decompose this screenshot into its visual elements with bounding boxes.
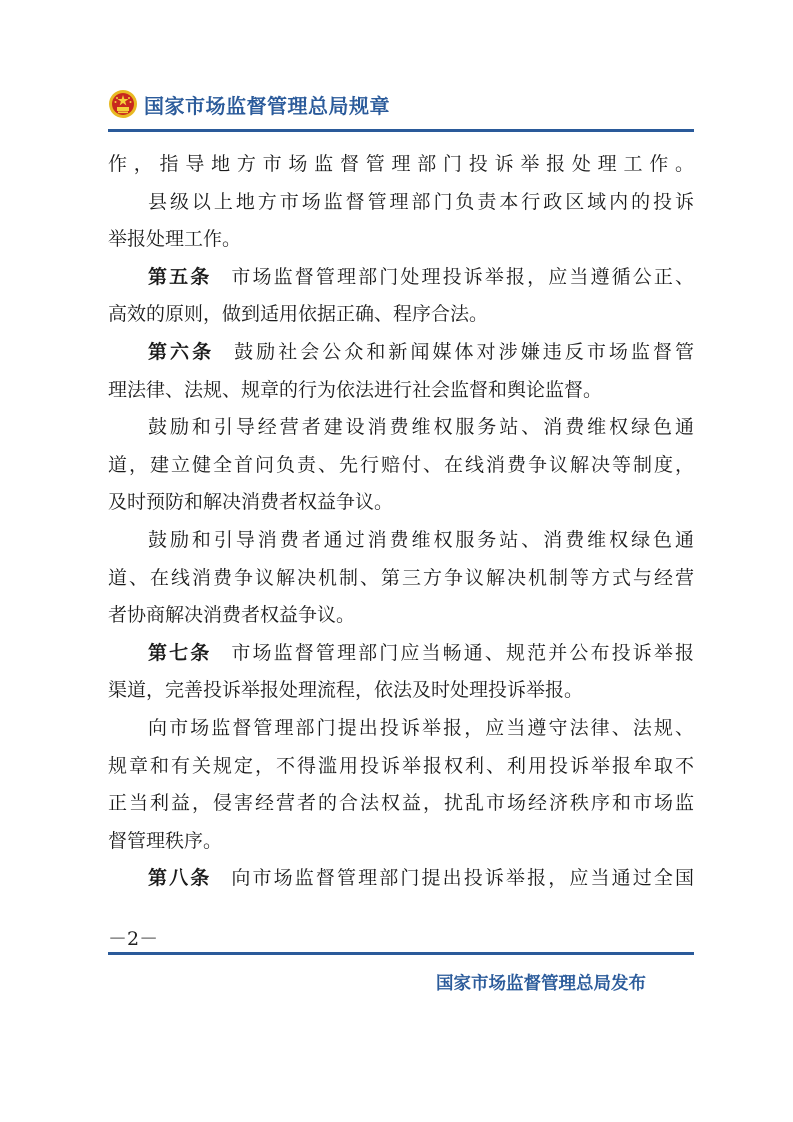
header-title: 国家市场监督管理总局规章 [144,93,390,118]
text-line [108,146,694,184]
article-heading: 第八条 [148,867,212,890]
text-line [108,447,694,485]
text-line [108,372,694,410]
line-text: 规章和有关规定，不得滥用投诉举报权利、利用投诉举报牟取不 [108,754,694,777]
line-text: 鼓励和引导经营者建设消费维权服务站、消费维权绿色通 [148,416,694,439]
text-line [108,785,694,823]
text-line [108,296,694,334]
article-heading: 第六条 [148,340,215,363]
line-text: 道、在线消费争议解决机制、第三方争议解决机制等方式与经营 [108,566,694,589]
line-text: 高效的原则，做到适用依据正确、程序合法。 [108,303,489,326]
text-line [108,334,694,372]
line-text: 道，建立健全首问负责、先行赔付、在线消费争议解决等制度， [108,453,694,476]
footer-divider [108,952,694,955]
footer-publisher: 国家市场监督管理总局发布 [436,974,646,994]
document-header [108,84,390,124]
text-line [108,823,694,861]
line-text: 市场监督管理部门应当畅通、规范并公布投诉举报 [231,641,694,664]
text-line [108,710,694,748]
document-body [108,146,694,898]
text-line [108,672,694,710]
text-line [108,522,694,560]
text-line [108,484,694,522]
article-heading: 第七条 [148,641,212,664]
line-text: 县级以上地方市场监督管理部门负责本行政区域内的投诉 [148,190,694,213]
text-line [108,635,694,673]
line-text: 鼓励社会公众和新闻媒体对涉嫌违反市场监督管 [234,340,694,363]
text-line [108,560,694,598]
line-text: 理法律、法规、规章的行为依法进行社会监督和舆论监督。 [108,378,603,401]
text-line [108,597,694,635]
national-emblem-icon [108,89,138,119]
line-text: 渠道，完善投诉举报处理流程，依法及时处理投诉举报。 [108,679,584,702]
header-divider [108,129,694,132]
line-text: 鼓励和引导消费者通过消费维权服务站、消费维权绿色通 [148,528,694,551]
line-text: 者协商解决消费者权益争议。 [108,604,356,627]
line-text: 市场监督管理部门处理投诉举报，应当遵循公正、 [231,265,694,288]
text-line [108,221,694,259]
line-text: 举报处理工作。 [108,228,242,251]
line-text: 向市场监督管理部门提出投诉举报，应当遵守法律、法规、 [148,716,694,739]
text-line [108,748,694,786]
text-line [108,184,694,222]
page-number: －2－ [108,928,159,950]
line-text: 正当利益，侵害经营者的合法权益，扰乱市场经济秩序和市场监 [108,792,694,815]
text-line [108,409,694,447]
line-text: 及时预防和解决消费者权益争议。 [108,491,394,514]
line-text: 向市场监督管理部门提出投诉举报，应当通过全国 [231,867,694,890]
text-line [108,860,694,898]
line-text: 作，指导地方市场监督管理部门投诉举报处理工作。 [108,153,694,175]
article-heading: 第五条 [148,265,212,288]
line-text: 督管理秩序。 [108,829,223,852]
text-line [108,259,694,297]
